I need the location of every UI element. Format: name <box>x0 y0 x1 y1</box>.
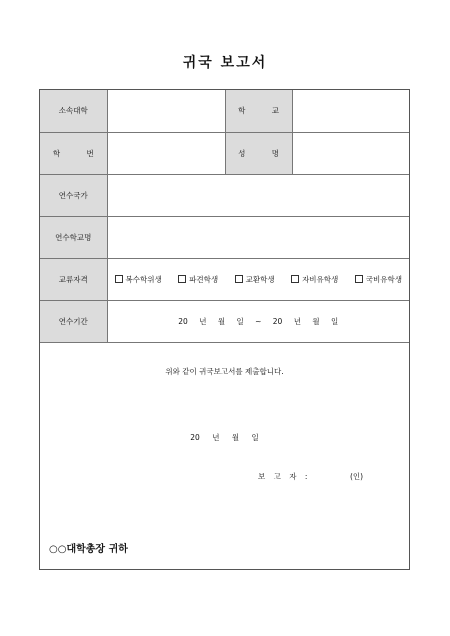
report-form <box>39 89 410 570</box>
submission-date[interactable]: 20 년 월 일 <box>190 433 259 442</box>
info-table <box>40 90 409 343</box>
option-dispatched[interactable] <box>178 274 218 285</box>
document-title: 귀국 보고서 <box>182 55 268 71</box>
addressee: ○○대학총장 귀하 <box>49 544 128 555</box>
university-label: 소속대학 <box>40 90 107 132</box>
school-field[interactable] <box>292 90 409 132</box>
school-label: 학 교 <box>225 90 292 132</box>
row-host-school <box>40 216 409 258</box>
option-label: 국비유학생 <box>365 274 402 284</box>
option-label: 교환학생 <box>245 274 275 284</box>
checkbox-icon[interactable] <box>291 275 299 283</box>
option-label: 파견학생 <box>189 274 219 284</box>
row-university <box>40 90 409 132</box>
option-label: 복수학위생 <box>125 274 162 284</box>
country-field[interactable] <box>107 174 409 216</box>
checkbox-icon[interactable] <box>355 275 363 283</box>
option-government[interactable] <box>355 274 402 285</box>
checkbox-icon[interactable] <box>235 275 243 283</box>
option-self-funded[interactable] <box>291 274 338 285</box>
checkbox-icon[interactable] <box>115 275 123 283</box>
option-label: 자비유학생 <box>302 274 339 284</box>
checkbox-icon[interactable] <box>178 275 186 283</box>
statement-text: 위와 같이 귀국보고서를 제출합니다. <box>165 367 284 376</box>
host-school-label: 연수학교명 <box>40 216 107 258</box>
seal-label: (인) <box>350 472 364 481</box>
name-field[interactable] <box>292 132 409 174</box>
submission-section <box>40 346 409 569</box>
exchange-type-field <box>107 258 409 300</box>
student-id-field[interactable] <box>107 132 225 174</box>
exchange-options <box>108 274 410 285</box>
period-field[interactable]: 20 년 월 일 ~ 20 년 월 일 <box>107 300 409 342</box>
host-school-field[interactable] <box>107 216 409 258</box>
exchange-type-label: 교류자격 <box>40 258 107 300</box>
row-period <box>40 300 409 342</box>
option-exchange[interactable] <box>235 274 275 285</box>
university-field[interactable] <box>107 90 225 132</box>
option-double-degree[interactable] <box>115 274 162 285</box>
reporter-label: 보 고 자 : <box>258 472 311 481</box>
row-student-id <box>40 132 409 174</box>
student-id-label: 학 번 <box>40 132 107 174</box>
row-exchange-type <box>40 258 409 300</box>
period-label: 연수기간 <box>40 300 107 342</box>
country-label: 연수국가 <box>40 174 107 216</box>
name-label: 성 명 <box>225 132 292 174</box>
row-country <box>40 174 409 216</box>
